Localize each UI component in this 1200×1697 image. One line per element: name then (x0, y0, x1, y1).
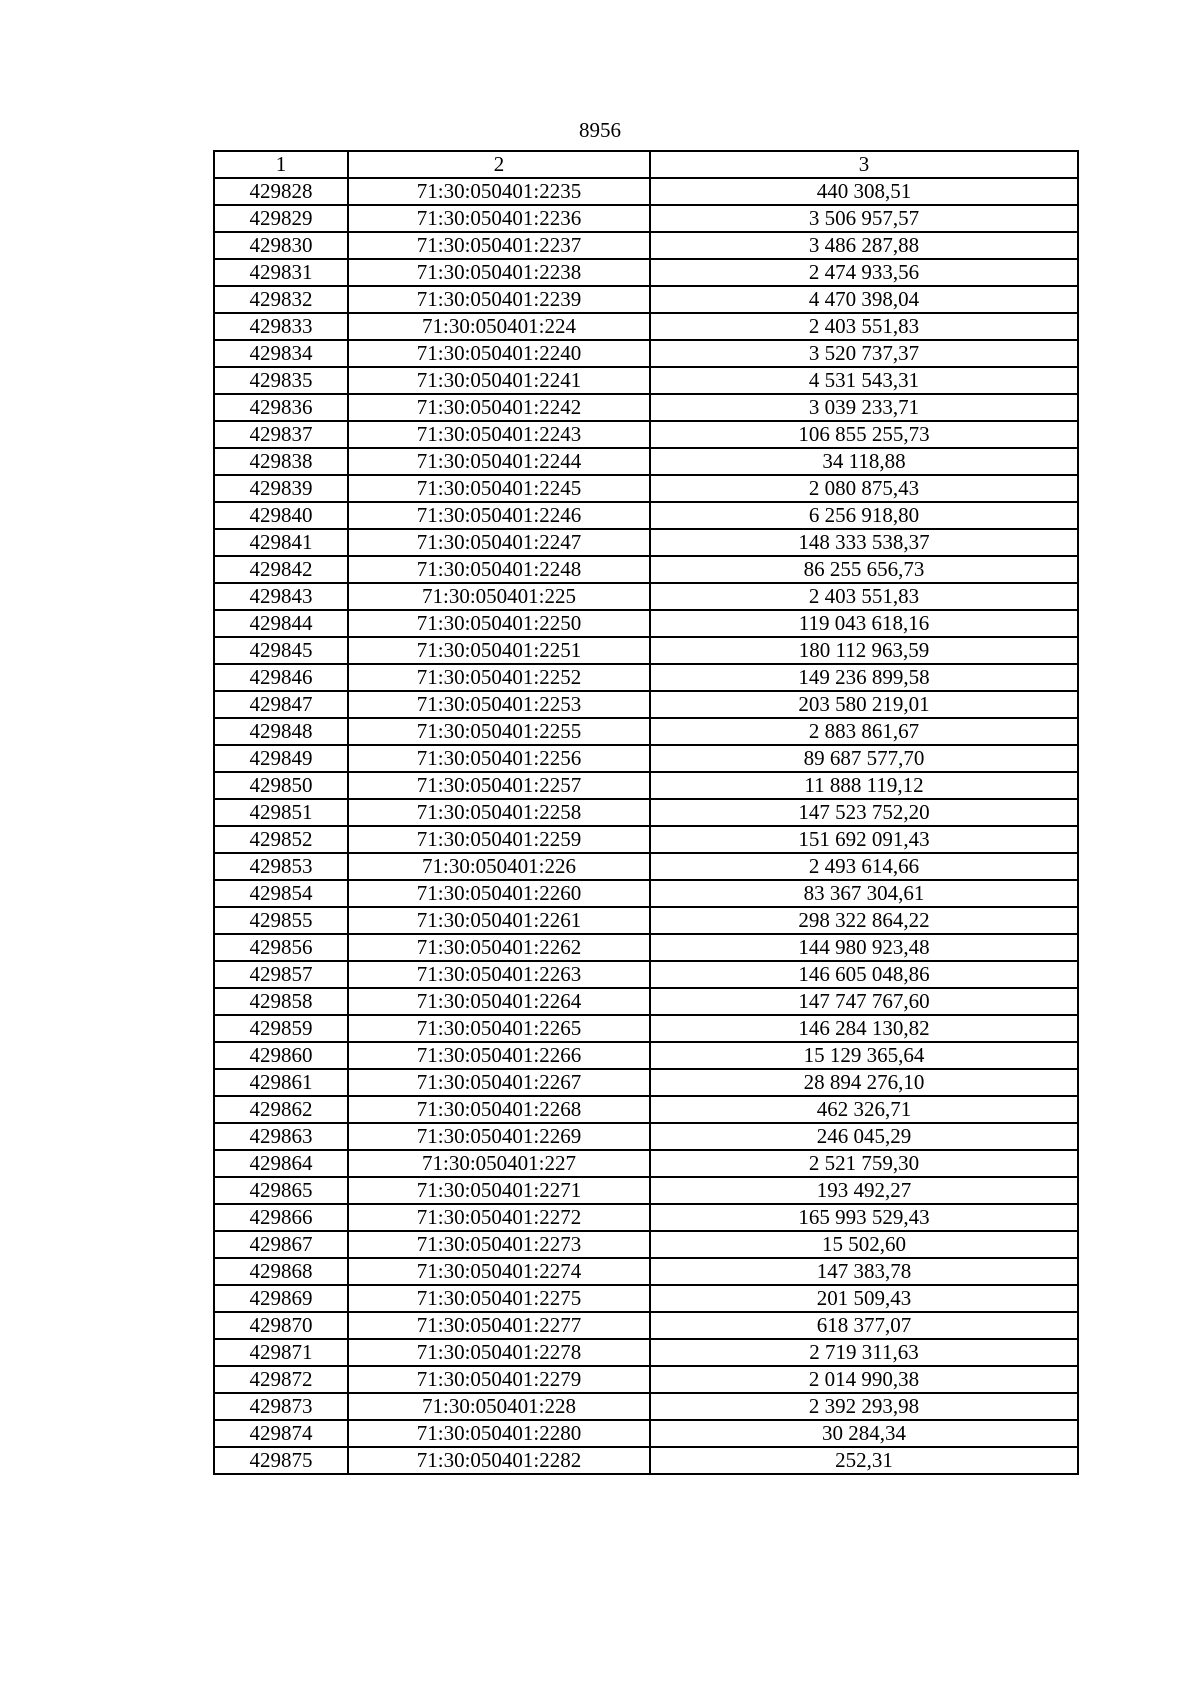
row-number-cell: 429849 (214, 745, 348, 772)
cadastral-number-cell: 71:30:050401:2240 (348, 340, 650, 367)
value-cell: 2 493 614,66 (650, 853, 1078, 880)
table-row (214, 1258, 1078, 1285)
cadastral-number-cell: 71:30:050401:2251 (348, 637, 650, 664)
table-row (214, 232, 1078, 259)
cadastral-number-cell: 71:30:050401:2242 (348, 394, 650, 421)
table-row (214, 313, 1078, 340)
row-number-cell: 429841 (214, 529, 348, 556)
value-cell: 149 236 899,58 (650, 664, 1078, 691)
value-cell: 11 888 119,12 (650, 772, 1078, 799)
value-cell: 203 580 219,01 (650, 691, 1078, 718)
table-row (214, 880, 1078, 907)
value-cell: 89 687 577,70 (650, 745, 1078, 772)
value-cell: 246 045,29 (650, 1123, 1078, 1150)
table-row (214, 1339, 1078, 1366)
row-number-cell: 429846 (214, 664, 348, 691)
value-cell: 4 470 398,04 (650, 286, 1078, 313)
data-table (213, 150, 1079, 1475)
cadastral-number-cell: 71:30:050401:2271 (348, 1177, 650, 1204)
cadastral-number-cell: 71:30:050401:2250 (348, 610, 650, 637)
table-row (214, 988, 1078, 1015)
value-cell: 144 980 923,48 (650, 934, 1078, 961)
table-row (214, 1015, 1078, 1042)
row-number-cell: 429864 (214, 1150, 348, 1177)
table-row (214, 1231, 1078, 1258)
row-number-cell: 429836 (214, 394, 348, 421)
table-row (214, 1366, 1078, 1393)
table-header-row (214, 151, 1078, 178)
column-header-2: 2 (348, 151, 650, 178)
table-row (214, 1285, 1078, 1312)
row-number-cell: 429843 (214, 583, 348, 610)
cadastral-number-cell: 71:30:050401:2277 (348, 1312, 650, 1339)
row-number-cell: 429835 (214, 367, 348, 394)
cadastral-number-cell: 71:30:050401:2258 (348, 799, 650, 826)
table-row (214, 1096, 1078, 1123)
value-cell: 2 392 293,98 (650, 1393, 1078, 1420)
row-number-cell: 429840 (214, 502, 348, 529)
table-row (214, 259, 1078, 286)
cadastral-number-cell: 71:30:050401:2252 (348, 664, 650, 691)
value-cell: 86 255 656,73 (650, 556, 1078, 583)
row-number-cell: 429837 (214, 421, 348, 448)
cadastral-number-cell: 71:30:050401:2262 (348, 934, 650, 961)
row-number-cell: 429831 (214, 259, 348, 286)
table-row (214, 610, 1078, 637)
row-number-cell: 429853 (214, 853, 348, 880)
row-number-cell: 429844 (214, 610, 348, 637)
table-row (214, 718, 1078, 745)
value-cell: 147 383,78 (650, 1258, 1078, 1285)
cadastral-number-cell: 71:30:050401:2282 (348, 1447, 650, 1474)
value-cell: 201 509,43 (650, 1285, 1078, 1312)
value-cell: 3 039 233,71 (650, 394, 1078, 421)
cadastral-number-cell: 71:30:050401:2267 (348, 1069, 650, 1096)
cadastral-number-cell: 71:30:050401:2255 (348, 718, 650, 745)
cadastral-number-cell: 71:30:050401:2274 (348, 1258, 650, 1285)
table-row (214, 448, 1078, 475)
table-row (214, 475, 1078, 502)
value-cell: 119 043 618,16 (650, 610, 1078, 637)
value-cell: 2 474 933,56 (650, 259, 1078, 286)
table-row (214, 961, 1078, 988)
table-row (214, 1393, 1078, 1420)
value-cell: 2 403 551,83 (650, 583, 1078, 610)
cadastral-number-cell: 71:30:050401:2259 (348, 826, 650, 853)
value-cell: 30 284,34 (650, 1420, 1078, 1447)
value-cell: 462 326,71 (650, 1096, 1078, 1123)
value-cell: 618 377,07 (650, 1312, 1078, 1339)
table-row (214, 529, 1078, 556)
cadastral-number-cell: 71:30:050401:224 (348, 313, 650, 340)
cadastral-number-cell: 71:30:050401:2236 (348, 205, 650, 232)
table-row (214, 1042, 1078, 1069)
cadastral-number-cell: 71:30:050401:226 (348, 853, 650, 880)
row-number-cell: 429870 (214, 1312, 348, 1339)
row-number-cell: 429828 (214, 178, 348, 205)
value-cell: 148 333 538,37 (650, 529, 1078, 556)
table-row (214, 1123, 1078, 1150)
row-number-cell: 429833 (214, 313, 348, 340)
value-cell: 298 322 864,22 (650, 907, 1078, 934)
value-cell: 4 531 543,31 (650, 367, 1078, 394)
cadastral-number-cell: 71:30:050401:2268 (348, 1096, 650, 1123)
cadastral-number-cell: 71:30:050401:2247 (348, 529, 650, 556)
cadastral-number-cell: 71:30:050401:2239 (348, 286, 650, 313)
value-cell: 6 256 918,80 (650, 502, 1078, 529)
row-number-cell: 429865 (214, 1177, 348, 1204)
table-row (214, 826, 1078, 853)
table-row (214, 664, 1078, 691)
table-row (214, 340, 1078, 367)
row-number-cell: 429854 (214, 880, 348, 907)
table-row (214, 772, 1078, 799)
value-cell: 151 692 091,43 (650, 826, 1078, 853)
page-number: 8956 (579, 118, 621, 142)
value-cell: 2 883 861,67 (650, 718, 1078, 745)
row-number-cell: 429873 (214, 1393, 348, 1420)
row-number-cell: 429855 (214, 907, 348, 934)
cadastral-number-cell: 71:30:050401:2238 (348, 259, 650, 286)
table-row (214, 745, 1078, 772)
value-cell: 165 993 529,43 (650, 1204, 1078, 1231)
cadastral-number-cell: 71:30:050401:2243 (348, 421, 650, 448)
column-header-3: 3 (650, 151, 1078, 178)
row-number-cell: 429867 (214, 1231, 348, 1258)
table-row (214, 421, 1078, 448)
row-number-cell: 429857 (214, 961, 348, 988)
value-cell: 28 894 276,10 (650, 1069, 1078, 1096)
row-number-cell: 429832 (214, 286, 348, 313)
cadastral-number-cell: 71:30:050401:2275 (348, 1285, 650, 1312)
table-row (214, 205, 1078, 232)
cadastral-number-cell: 71:30:050401:2260 (348, 880, 650, 907)
table-row (214, 502, 1078, 529)
value-cell: 15 502,60 (650, 1231, 1078, 1258)
value-cell: 3 486 287,88 (650, 232, 1078, 259)
cadastral-number-cell: 71:30:050401:2261 (348, 907, 650, 934)
cadastral-number-cell: 71:30:050401:2241 (348, 367, 650, 394)
cadastral-number-cell: 71:30:050401:2264 (348, 988, 650, 1015)
row-number-cell: 429834 (214, 340, 348, 367)
table-row (214, 178, 1078, 205)
cadastral-number-cell: 71:30:050401:225 (348, 583, 650, 610)
value-cell: 15 129 365,64 (650, 1042, 1078, 1069)
value-cell: 193 492,27 (650, 1177, 1078, 1204)
value-cell: 440 308,51 (650, 178, 1078, 205)
table-row (214, 286, 1078, 313)
table-body (214, 178, 1078, 1474)
value-cell: 83 367 304,61 (650, 880, 1078, 907)
value-cell: 2 719 311,63 (650, 1339, 1078, 1366)
cadastral-number-cell: 71:30:050401:2279 (348, 1366, 650, 1393)
row-number-cell: 429871 (214, 1339, 348, 1366)
row-number-cell: 429829 (214, 205, 348, 232)
value-cell: 252,31 (650, 1447, 1078, 1474)
table-row (214, 907, 1078, 934)
cadastral-number-cell: 71:30:050401:2245 (348, 475, 650, 502)
cadastral-number-cell: 71:30:050401:2253 (348, 691, 650, 718)
row-number-cell: 429862 (214, 1096, 348, 1123)
table-row (214, 1447, 1078, 1474)
table-row (214, 367, 1078, 394)
table-row (214, 637, 1078, 664)
row-number-cell: 429839 (214, 475, 348, 502)
cadastral-number-cell: 71:30:050401:2257 (348, 772, 650, 799)
cadastral-number-cell: 71:30:050401:227 (348, 1150, 650, 1177)
row-number-cell: 429838 (214, 448, 348, 475)
cadastral-number-cell: 71:30:050401:2248 (348, 556, 650, 583)
value-cell: 3 520 737,37 (650, 340, 1078, 367)
table-row (214, 1420, 1078, 1447)
cadastral-number-cell: 71:30:050401:2273 (348, 1231, 650, 1258)
cadastral-number-cell: 71:30:050401:2244 (348, 448, 650, 475)
row-number-cell: 429856 (214, 934, 348, 961)
value-cell: 2 403 551,83 (650, 313, 1078, 340)
cadastral-number-cell: 71:30:050401:2263 (348, 961, 650, 988)
row-number-cell: 429858 (214, 988, 348, 1015)
row-number-cell: 429847 (214, 691, 348, 718)
cadastral-number-cell: 71:30:050401:2266 (348, 1042, 650, 1069)
value-cell: 2 014 990,38 (650, 1366, 1078, 1393)
value-cell: 146 605 048,86 (650, 961, 1078, 988)
value-cell: 180 112 963,59 (650, 637, 1078, 664)
cadastral-number-cell: 71:30:050401:228 (348, 1393, 650, 1420)
value-cell: 147 747 767,60 (650, 988, 1078, 1015)
row-number-cell: 429842 (214, 556, 348, 583)
row-number-cell: 429863 (214, 1123, 348, 1150)
row-number-cell: 429845 (214, 637, 348, 664)
row-number-cell: 429860 (214, 1042, 348, 1069)
value-cell: 146 284 130,82 (650, 1015, 1078, 1042)
table-row (214, 1312, 1078, 1339)
row-number-cell: 429851 (214, 799, 348, 826)
value-cell: 3 506 957,57 (650, 205, 1078, 232)
row-number-cell: 429874 (214, 1420, 348, 1447)
table-row (214, 1150, 1078, 1177)
table-row (214, 799, 1078, 826)
value-cell: 2 080 875,43 (650, 475, 1078, 502)
value-cell: 2 521 759,30 (650, 1150, 1078, 1177)
table-row (214, 853, 1078, 880)
cadastral-number-cell: 71:30:050401:2265 (348, 1015, 650, 1042)
row-number-cell: 429869 (214, 1285, 348, 1312)
row-number-cell: 429866 (214, 1204, 348, 1231)
table-row (214, 394, 1078, 421)
table-row (214, 1177, 1078, 1204)
cadastral-number-cell: 71:30:050401:2237 (348, 232, 650, 259)
value-cell: 34 118,88 (650, 448, 1078, 475)
row-number-cell: 429850 (214, 772, 348, 799)
table-row (214, 583, 1078, 610)
table-row (214, 691, 1078, 718)
cadastral-number-cell: 71:30:050401:2280 (348, 1420, 650, 1447)
cadastral-number-cell: 71:30:050401:2269 (348, 1123, 650, 1150)
row-number-cell: 429830 (214, 232, 348, 259)
row-number-cell: 429875 (214, 1447, 348, 1474)
table-row (214, 1069, 1078, 1096)
table-row (214, 556, 1078, 583)
table-row (214, 1204, 1078, 1231)
row-number-cell: 429868 (214, 1258, 348, 1285)
value-cell: 106 855 255,73 (650, 421, 1078, 448)
table-row (214, 934, 1078, 961)
cadastral-number-cell: 71:30:050401:2246 (348, 502, 650, 529)
row-number-cell: 429848 (214, 718, 348, 745)
cadastral-number-cell: 71:30:050401:2256 (348, 745, 650, 772)
row-number-cell: 429859 (214, 1015, 348, 1042)
cadastral-number-cell: 71:30:050401:2235 (348, 178, 650, 205)
row-number-cell: 429861 (214, 1069, 348, 1096)
row-number-cell: 429872 (214, 1366, 348, 1393)
cadastral-number-cell: 71:30:050401:2278 (348, 1339, 650, 1366)
row-number-cell: 429852 (214, 826, 348, 853)
value-cell: 147 523 752,20 (650, 799, 1078, 826)
cadastral-number-cell: 71:30:050401:2272 (348, 1204, 650, 1231)
column-header-1: 1 (214, 151, 348, 178)
